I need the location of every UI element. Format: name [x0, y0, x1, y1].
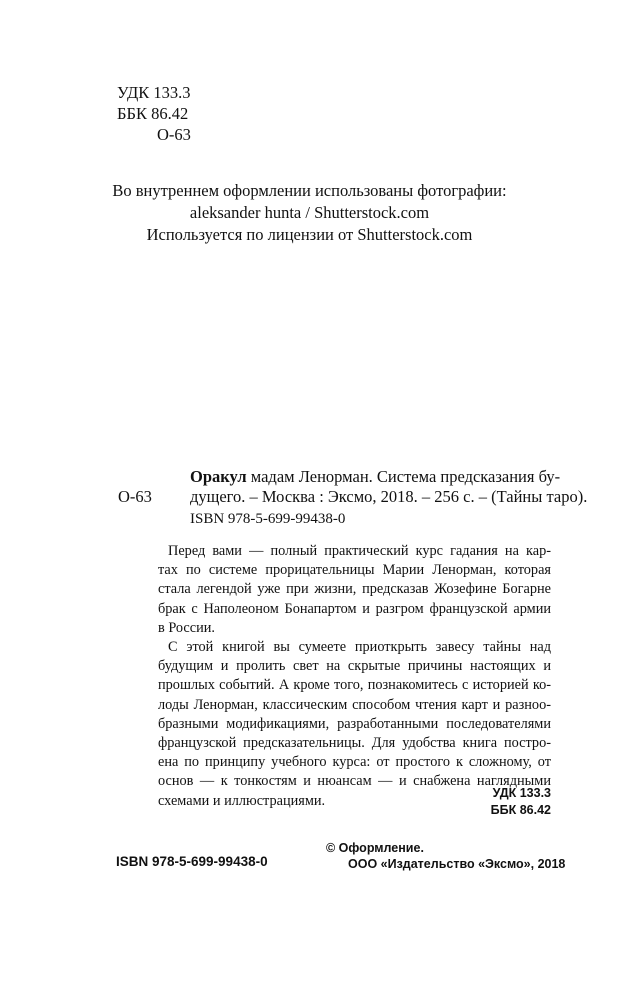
- bibliographic-record: [190, 467, 587, 507]
- annotation-line: брак с Наполеоном Бонапартом и разгром французской армии: [158, 600, 551, 617]
- footer-udk-code: УДК 133.3: [492, 786, 551, 800]
- copyright-line-1: © Оформление.: [326, 841, 424, 855]
- annotation-line: тах по системе прорицательницы Марии Ленорман, которая: [158, 562, 551, 579]
- footer-classification-codes: [440, 785, 551, 819]
- annotation-line: схемами и иллюстрациями.: [158, 792, 326, 809]
- udk-code: УДК 133.3: [117, 83, 191, 102]
- annotation-line: прошлых событий. А кроме того, познакомитесь с историей ко-: [158, 677, 551, 694]
- author-mark: О-63: [157, 125, 191, 144]
- classification-codes: [117, 82, 191, 145]
- bibliographic-line-1-rest: мадам Ленорман. Система предсказания бу-: [246, 467, 561, 486]
- bibliographic-side-code: О-63: [118, 487, 152, 506]
- annotation-line: бразными модификациями, разработанными последователями: [158, 715, 551, 732]
- photo-credits-line-3: Используется по лицензии от Shutterstock.com: [146, 225, 473, 244]
- bbk-code: ББК 86.42: [117, 104, 189, 123]
- annotation-line: в России.: [158, 619, 215, 636]
- copyright-notice: [326, 840, 565, 872]
- bibliographic-isbn: ISBN 978-5-699-99438-0: [190, 511, 346, 527]
- photo-credits: [0, 180, 619, 246]
- annotation-line: лоды Ленорман, классическим способом чтения карт и разноо-: [158, 696, 551, 713]
- copyright-line-2: ООО «Издательство «Эксмо», 2018: [348, 857, 566, 871]
- annotation-line: Перед вами — полный практический курс гадания на кар-: [168, 543, 551, 559]
- bibliographic-line-1: [190, 467, 587, 487]
- photo-credits-line-2: aleksander hunta / Shutterstock.com: [189, 203, 430, 222]
- photo-credits-line-1: Во внутреннем оформлении использованы фотографии:: [112, 181, 507, 200]
- annotation: [158, 542, 551, 811]
- book-title: Оракул: [190, 467, 247, 486]
- annotation-line: С этой книгой вы сумеете приоткрыть завесу тайны над: [168, 639, 551, 656]
- annotation-line: будущим и пролить свет на скрытые причины настоящих и: [158, 658, 551, 675]
- annotation-line: основ — к тонкостям и нюансам — и снабжена наглядными: [158, 773, 551, 790]
- annotation-line: ена по принципу учебного курса: от простого к сложному, от: [158, 754, 551, 771]
- isbn-bottom: ISBN 978-5-699-99438-0: [116, 854, 268, 869]
- footer-bbk-code: ББК 86.42: [490, 803, 551, 817]
- annotation-line: французской предсказательницы. Для удобства книга постро-: [158, 735, 551, 752]
- annotation-line: стала легендой уже при жизни, предсказав Жозефине Богарне: [158, 581, 551, 598]
- bibliographic-line-2: дущего. – Москва : Эксмо, 2018. – 256 с. – (Тайны таро).: [190, 487, 588, 506]
